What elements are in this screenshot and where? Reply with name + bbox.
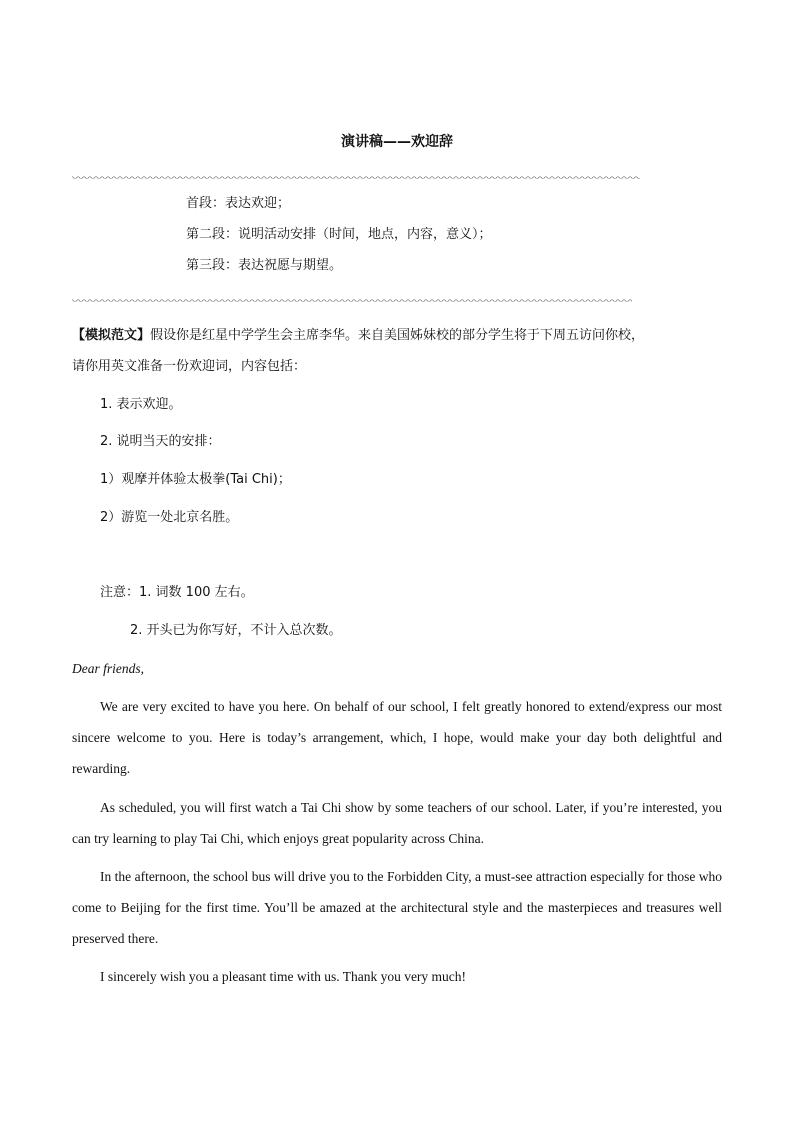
letter-paragraph-1: We are very excited to have you here. On behalf of our school, I felt greatly honored to extend/express our most sincere welcome to you. Here is today’s arrangement, which, I hope, would make your day both delightful and rewarding. — [72, 699, 722, 776]
wavy-divider-top — [72, 176, 640, 182]
prompt-label: 【模拟范文】 — [72, 328, 151, 343]
prompt-note-2: 2. 开头已为你写好，不计入总次数。 — [130, 623, 342, 638]
outline-item-1: 首段：表达欢迎； — [186, 196, 291, 211]
prompt-text-1: 假设你是红星中学学生会主席李华。来自美国姊妹校的部分学生将于下周五访问你校， — [150, 328, 645, 343]
outline-item-3: 第三段：表达祝愿与期望。 — [186, 258, 343, 273]
letter-paragraph-3: In the afternoon, the school bus will drive you to the Forbidden City, a must-see attraction especially for those who come to Beijing for the first time. You’ll be amazed at the architectural style and the masterpieces and treasures well preserved there. — [72, 869, 722, 946]
letter-paragraph-4: I sincerely wish you a pleasant time with us. Thank you very much! — [100, 969, 467, 984]
prompt-line-2: 请你用英文准备一份欢迎词，内容包括： — [72, 359, 307, 374]
letter-paragraph-2: As scheduled, you will first watch a Tai Chi show by some teachers of our school. Later, if you’re interested, you can try learning to play Tai Chi, which enjoys great popularity across China. — [72, 800, 722, 846]
prompt-note-1: 注意：1. 词数 100 左右。 — [100, 585, 254, 600]
prompt-item-1: 1. 表示欢迎。 — [100, 397, 182, 412]
wavy-divider-bottom — [72, 299, 632, 305]
page-title: 演讲稿——欢迎辞 — [341, 134, 453, 150]
letter-salutation: Dear friends, — [72, 661, 144, 676]
prompt-item-2: 2. 说明当天的安排： — [100, 434, 221, 449]
outline-item-2: 第二段：说明活动安排（时间，地点，内容，意义）； — [186, 227, 492, 242]
prompt-item-3: 1）观摩并体验太极拳(Tai Chi)； — [100, 472, 291, 487]
prompt-line-1 — [72, 327, 644, 345]
prompt-item-4: 2）游览一处北京名胜。 — [100, 510, 239, 525]
